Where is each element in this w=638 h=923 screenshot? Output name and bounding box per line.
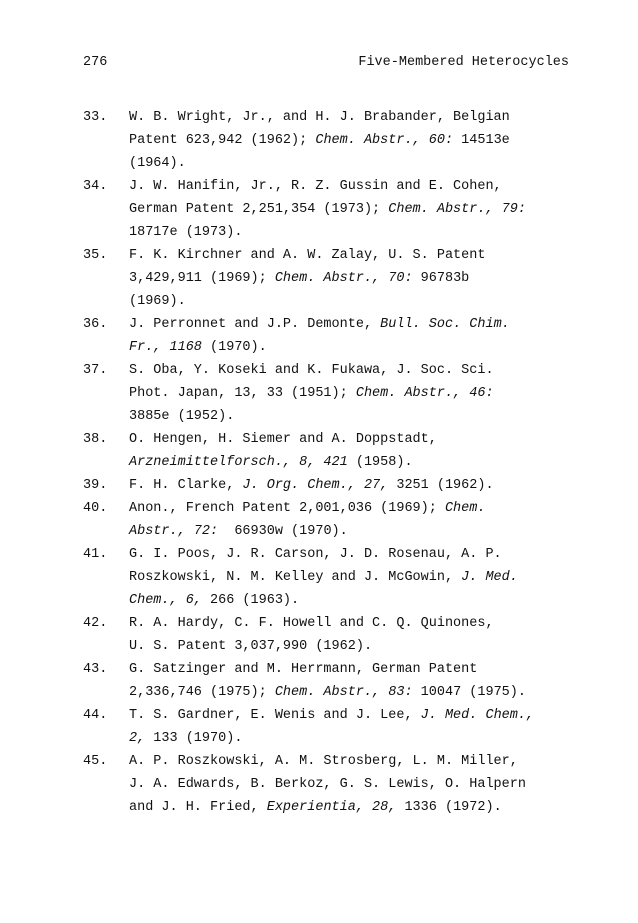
page-header — [83, 53, 569, 73]
reference-line — [129, 474, 593, 497]
reference-text: 96783b — [412, 271, 470, 286]
reference-item — [83, 543, 593, 612]
reference-line — [129, 359, 593, 382]
reference-text: (1970). — [201, 340, 267, 355]
reference-text: J. W. Hanifin, Jr., R. Z. Gussin and E. Cohen, — [129, 179, 502, 194]
reference-text: F. K. Kirchner and A. W. Zalay, U. S. Patent — [129, 248, 486, 263]
reference-text: 10047 (1975). — [412, 685, 526, 700]
reference-item — [83, 474, 593, 497]
reference-text: and J. H. Fried, — [129, 800, 267, 815]
reference-text: 3251 (1962). — [388, 478, 494, 493]
reference-text: (1964). — [129, 156, 186, 171]
reference-line — [129, 313, 593, 336]
reference-text: Anon., French Patent 2,001,036 (1969); — [129, 501, 445, 516]
reference-item — [83, 750, 593, 819]
reference-item — [83, 106, 593, 175]
reference-line — [129, 727, 593, 750]
reference-line — [129, 543, 593, 566]
reference-text: 66930w (1970). — [218, 524, 348, 539]
reference-number: 45. — [83, 754, 108, 769]
reference-text: G. I. Poos, J. R. Carson, J. D. Rosenau, A. P. — [129, 547, 502, 562]
reference-item — [83, 497, 593, 543]
reference-number: 34. — [83, 179, 108, 194]
reference-text: 2,336,746 (1975); — [129, 685, 275, 700]
reference-text: W. B. Wright, Jr., and H. J. Brabander, Belgian — [129, 110, 510, 125]
reference-text: J. Perronnet and J.P. Demonte, — [129, 317, 381, 332]
reference-journal-text: Chem. Abstr., 70: — [274, 271, 413, 286]
reference-text: (1958). — [347, 455, 413, 470]
reference-line — [129, 566, 593, 589]
reference-text: 3885e (1952). — [129, 409, 235, 424]
reference-line — [129, 773, 593, 796]
reference-journal-text: Abstr., 72: — [129, 524, 219, 539]
reference-line — [129, 796, 593, 819]
reference-line — [129, 520, 593, 543]
reference-text: F. H. Clarke, — [129, 478, 243, 493]
reference-line — [129, 635, 593, 658]
reference-number: 44. — [83, 708, 108, 723]
reference-journal-text: Chem. Abstr., 46: — [355, 386, 494, 401]
reference-journal-text: Chem., 6, — [129, 593, 202, 608]
reference-text: U. S. Patent 3,037,990 (1962). — [129, 639, 373, 654]
reference-line — [129, 244, 593, 267]
reference-line — [129, 129, 593, 152]
reference-item — [83, 704, 593, 750]
reference-line — [129, 336, 593, 359]
reference-journal-text: Chem. — [444, 501, 486, 516]
reference-journal-text: Experientia, 28, — [266, 800, 397, 815]
reference-journal-text: J. Org. Chem., 27, — [242, 478, 389, 493]
reference-line — [129, 175, 593, 198]
reference-line — [129, 704, 593, 727]
reference-line — [129, 221, 593, 244]
page-number: 276 — [83, 55, 108, 70]
reference-line — [129, 589, 593, 612]
reference-journal-text: Bull. Soc. Chim. — [380, 317, 510, 332]
reference-text: (1969). — [129, 294, 186, 309]
reference-number: 37. — [83, 363, 108, 378]
reference-text: 133 (1970). — [145, 731, 243, 746]
reference-journal-text: J. Med. — [461, 570, 518, 585]
reference-text: O. Hengen, H. Siemer and A. Doppstadt, — [129, 432, 437, 447]
reference-line — [129, 267, 593, 290]
reference-text: Roszkowski, N. M. Kelley and J. McGowin, — [129, 570, 462, 585]
reference-item — [83, 244, 593, 313]
running-title: Five-Membered Heterocycles — [358, 55, 569, 70]
reference-text: 18717e (1973). — [129, 225, 243, 240]
reference-journal-text: J. Med. Chem., — [420, 708, 535, 723]
reference-text: S. Oba, Y. Koseki and K. Fukawa, J. Soc. Sci. — [129, 363, 494, 378]
reference-journal-text: Chem. Abstr., 83: — [274, 685, 413, 700]
reference-line — [129, 612, 593, 635]
reference-line — [129, 428, 593, 451]
reference-text: G. Satzinger and M. Herrmann, German Patent — [129, 662, 478, 677]
reference-number: 41. — [83, 547, 108, 562]
reference-text: A. P. Roszkowski, A. M. Strosberg, L. M. Miller, — [129, 754, 518, 769]
reference-number: 35. — [83, 248, 108, 263]
reference-number: 36. — [83, 317, 108, 332]
reference-text: 3,429,911 (1969); — [129, 271, 275, 286]
reference-line — [129, 152, 593, 175]
reference-number: 38. — [83, 432, 108, 447]
reference-item — [83, 428, 593, 474]
reference-text: J. A. Edwards, B. Berkoz, G. S. Lewis, O. Halpern — [129, 777, 526, 792]
reference-line — [129, 198, 593, 221]
reference-number: 40. — [83, 501, 108, 516]
reference-line — [129, 405, 593, 428]
reference-number: 42. — [83, 616, 108, 631]
reference-item — [83, 658, 593, 704]
reference-journal-text: Fr., 1168 — [129, 340, 202, 355]
reference-line — [129, 681, 593, 704]
reference-line — [129, 658, 593, 681]
reference-number: 33. — [83, 110, 108, 125]
reference-text: 14513e — [453, 133, 510, 148]
reference-journal-text: Arzneimittelforsch., 8, 421 — [129, 455, 348, 470]
reference-text: T. S. Gardner, E. Wenis and J. Lee, — [129, 708, 421, 723]
reference-number: 39. — [83, 478, 108, 493]
reference-item — [83, 313, 593, 359]
reference-text: Phot. Japan, 13, 33 (1951); — [129, 386, 356, 401]
reference-text: R. A. Hardy, C. F. Howell and C. Q. Quinones, — [129, 616, 494, 631]
reference-line — [129, 382, 593, 405]
reference-list — [83, 106, 593, 819]
reference-journal-text: Chem. Abstr., 79: — [388, 202, 526, 217]
reference-line — [129, 451, 593, 474]
reference-line — [129, 750, 593, 773]
reference-journal-text: Chem. Abstr., 60: — [315, 133, 454, 148]
reference-text: German Patent 2,251,354 (1973); — [129, 202, 389, 217]
reference-line — [129, 497, 593, 520]
reference-item — [83, 359, 593, 428]
reference-journal-text: 2, — [129, 731, 146, 746]
reference-number: 43. — [83, 662, 108, 677]
reference-item — [83, 175, 593, 244]
reference-text: Patent 623,942 (1962); — [129, 133, 316, 148]
reference-item — [83, 612, 593, 658]
reference-text: 266 (1963). — [201, 593, 300, 608]
reference-line — [129, 106, 593, 129]
reference-line — [129, 290, 593, 313]
reference-text: 1336 (1972). — [396, 800, 502, 815]
